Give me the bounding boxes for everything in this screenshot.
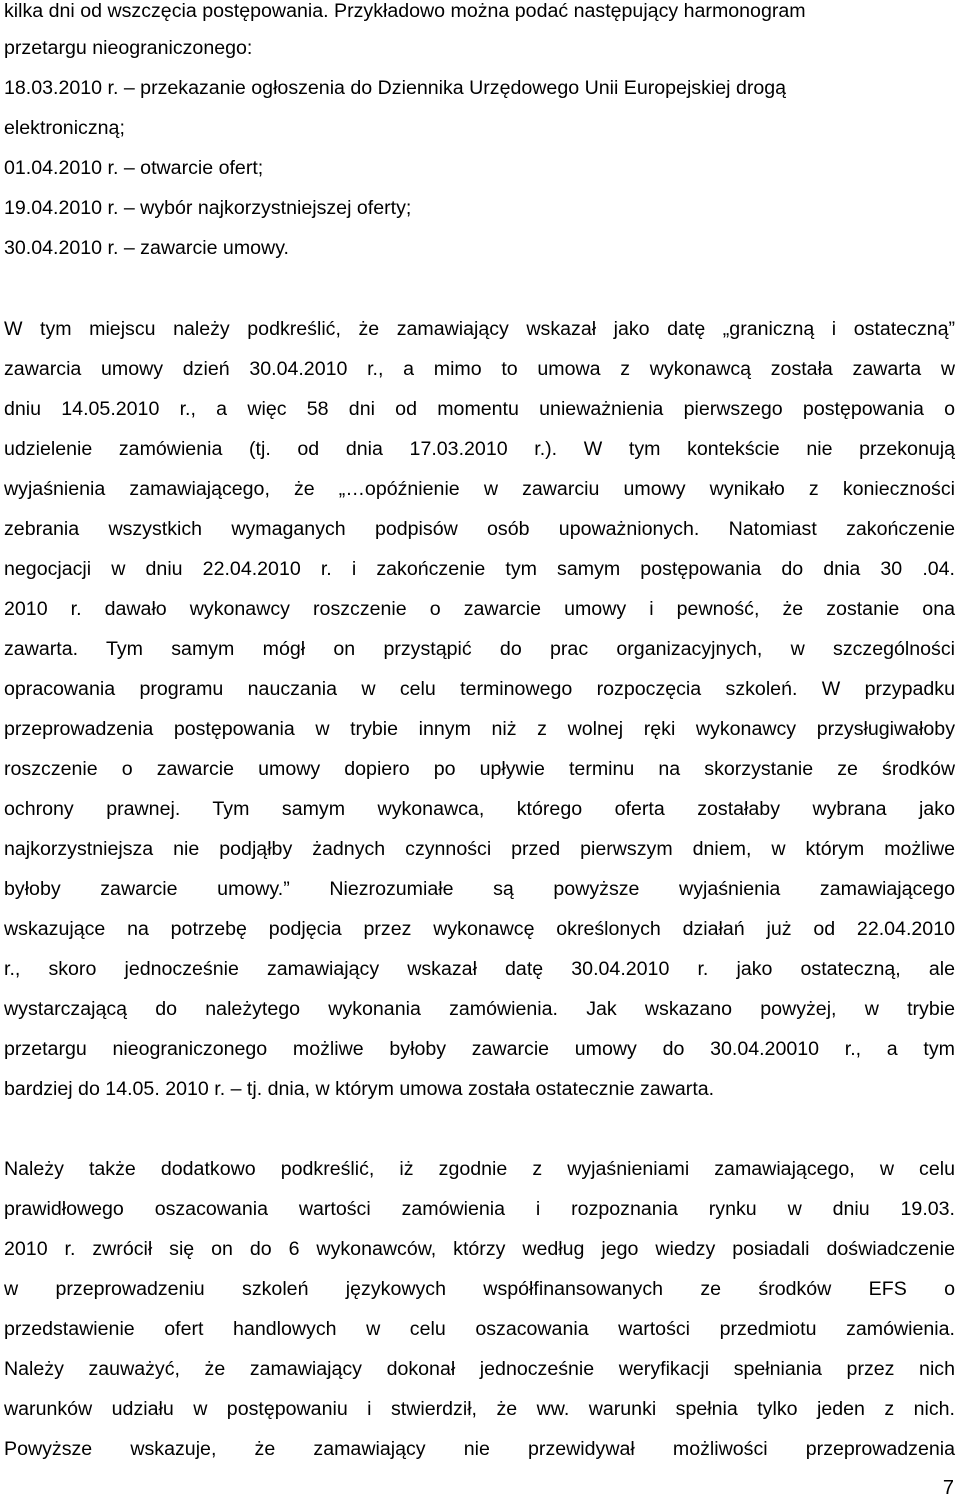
paragraph-line: najkorzystniejsza nie podjąłby żadnych czynności przed pierwszym dniem, w którym możliwe	[4, 838, 955, 860]
paragraph-line: przeprowadzenia postępowania w trybie innym niż z wolnej ręki wykonawcy przysługiwałoby	[4, 718, 955, 740]
paragraph-line: byłoby zawarcie umowy.” Niezrozumiałe są powyższe wyjaśnienia zamawiającego	[4, 878, 955, 900]
text-line: 30.04.2010 r. – zawarcie umowy.	[4, 237, 289, 259]
paragraph-line: zawarcia umowy dzień 30.04.2010 r., a mimo to umowa z wykonawcą została zawarta w	[4, 358, 955, 380]
paragraph-line: ochrony prawnej. Tym samym wykonawca, którego oferta zostałaby wybrana jako	[4, 798, 955, 820]
paragraph-line: opracowania programu nauczania w celu terminowego rozpoczęcia szkoleń. W przypadku	[4, 678, 955, 700]
text-line: kilka dni od wszczęcia postępowania. Przykładowo można podać następujący harmonogram	[4, 0, 806, 22]
text-line: przetargu nieograniczonego:	[4, 37, 253, 59]
text-line: elektroniczną;	[4, 117, 125, 139]
paragraph-line: negocjacji w dniu 22.04.2010 r. i zakończenie tym samym postępowania do dnia 30 .04.	[4, 558, 955, 580]
paragraph-line: Należy także dodatkowo podkreślić, iż zgodnie z wyjaśnieniami zamawiającego, w celu	[4, 1158, 955, 1180]
paragraph-line: przetargu nieograniczonego możliwe byłoby zawarcie umowy do 30.04.20010 r., a tym	[4, 1038, 955, 1060]
paragraph-line: w przeprowadzeniu szkoleń językowych współfinansowanych ze środków EFS o	[4, 1278, 955, 1300]
page-number: 7	[942, 1477, 954, 1499]
paragraph-line: roszczenie o zawarcie umowy dopiero po upływie terminu na skorzystanie ze środków	[4, 758, 955, 780]
paragraph-line: zebrania wszystkich wymaganych podpisów osób upoważnionych. Natomiast zakończenie	[4, 518, 955, 540]
paragraph-line: udzielenie zamówienia (tj. od dnia 17.03.2010 r.). W tym kontekście nie przekonują	[4, 438, 955, 460]
paragraph-line: zawarta. Tym samym mógł on przystąpić do prac organizacyjnych, w szczególności	[4, 638, 955, 660]
paragraph-line: 2010 r. zwrócił się on do 6 wykonawców, którzy według jego wiedzy posiadali doświadczenie	[4, 1238, 955, 1260]
paragraph-line: bardziej do 14.05. 2010 r. – tj. dnia, w którym umowa została ostatecznie zawarta.	[4, 1078, 715, 1100]
paragraph-line: dniu 14.05.2010 r., a więc 58 dni od momentu unieważnienia pierwszego postępowania o	[4, 398, 955, 420]
paragraph-line: przedstawienie ofert handlowych w celu oszacowania wartości przedmiotu zamówienia.	[4, 1318, 955, 1340]
paragraph-line: prawidłowego oszacowania wartości zamówienia i rozpoznania rynku w dniu 19.03.	[4, 1198, 955, 1220]
paragraph-line: wystarczającą do należytego wykonania zamówienia. Jak wskazano powyżej, w trybie	[4, 998, 955, 1020]
paragraph-line: r., skoro jednocześnie zamawiający wskazał datę 30.04.2010 r. jako ostateczną, ale	[4, 958, 955, 980]
paragraph-line: Powyższe wskazuje, że zamawiający nie przewidywał możliwości przeprowadzenia	[4, 1438, 955, 1460]
text-line: 19.04.2010 r. – wybór najkorzystniejszej oferty;	[4, 197, 412, 219]
text-line: 18.03.2010 r. – przekazanie ogłoszenia do Dziennika Urzędowego Unii Europejskiej drogą	[4, 77, 787, 99]
paragraph-line: warunków udziału w postępowaniu i stwierdził, że ww. warunki spełnia tylko jeden z nich.	[4, 1398, 955, 1420]
text-line: 01.04.2010 r. – otwarcie ofert;	[4, 157, 264, 179]
paragraph-line: 2010 r. dawało wykonawcy roszczenie o zawarcie umowy i pewność, że zostanie ona	[4, 598, 955, 620]
paragraph-line: wskazujące na potrzebę podjęcia przez wykonawcę określonych działań już od 22.04.2010	[4, 918, 955, 940]
paragraph-line: wyjaśnienia zamawiającego, że „…opóźnienie w zawarciu umowy wynikało z konieczności	[4, 478, 955, 500]
paragraph-line: Należy zauważyć, że zamawiający dokonał jednocześnie weryfikacji spełniania przez nich	[4, 1358, 955, 1380]
paragraph-line: W tym miejscu należy podkreślić, że zamawiający wskazał jako datę „graniczną i ostateczną”	[4, 318, 955, 340]
